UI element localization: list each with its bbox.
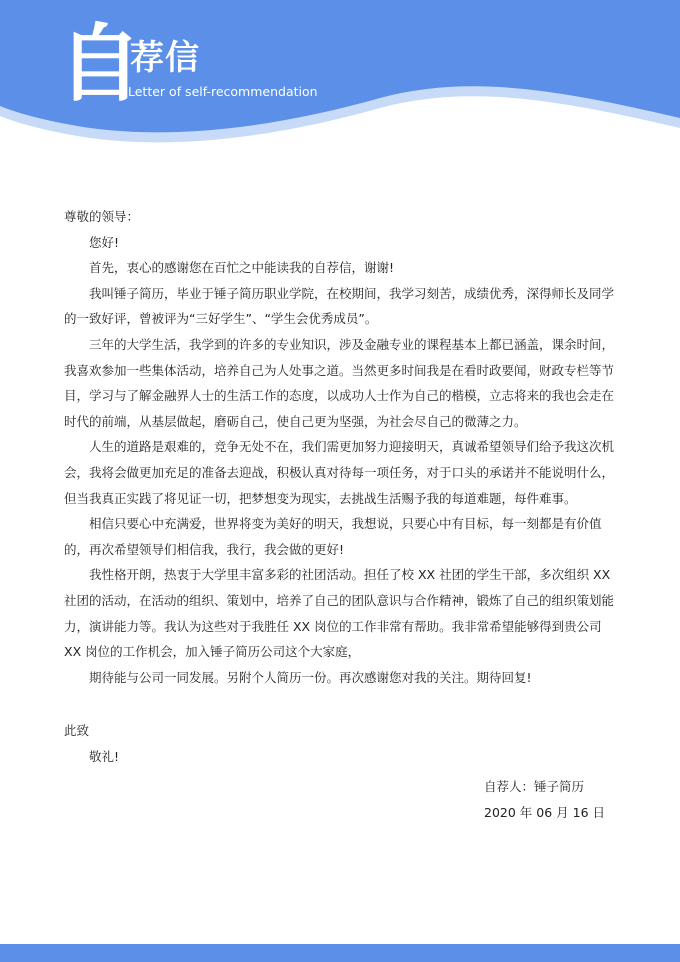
- paragraph: 我性格开朗，热衷于大学里丰富多彩的社团活动。担任了校 XX 社团的学生干部，多次组织 XX 社团的活动，在活动的组织、策划中，培养了自己的团队意识与合作精神，锻炼了自己的组织策划能力，演讲能力等。我认为这些对于我胜任 XX 岗位的工作非常有帮助。我非常希望能够得到贵公司 XX 岗位的工作机会，加入锤子简历公司这个大家庭，: [64, 567, 615, 660]
- signature-date: 2020 年 06 月 16 日: [484, 804, 605, 820]
- paragraph: 首先，衷心的感谢您在百忙之中能读我的自荐信，谢谢!: [89, 260, 395, 276]
- header-title: 荐信: [130, 38, 200, 78]
- header-banner: [0, 0, 680, 160]
- closing: 此致: [64, 723, 90, 739]
- signature-name: 自荐人：锤子简历: [484, 779, 585, 794]
- paragraph: 人生的道路是艰难的，竞争无处不在，我们需更加努力迎接明天，真诚希望领导们给予我这次机会，我将会做更加充足的准备去迎战，积极认真对待每一项任务，对于口头的承诺并不能说明什么，但当我真正实践了将见证一切，把梦想变为现实，去挑战生活赐予我的每道难题，每件难事。: [64, 439, 615, 506]
- regards: 敬礼!: [89, 748, 120, 764]
- paragraph: 期待能与公司一同发展。另附个人简历一份。再次感谢您对我的关注。期待回复!: [89, 669, 532, 685]
- signature-block: [484, 774, 605, 825]
- header-big-character: 自: [58, 14, 143, 113]
- footer-bar: [0, 944, 680, 962]
- paragraph: 三年的大学生活，我学到的许多的专业知识，涉及金融专业的课程基本上都已涵盖，课余时间，我喜欢参加一些集体活动，培养自己为人处事之道。当然更多时间我是在看时政要闻，财政专栏等节目，学习与了解金融界人士的生活工作的态度，以成功人士作为自己的楷模，立志将来的我也会走在时代的前端，从基层做起，磨砺自己，使自己更为坚强，为社会尽自己的微薄之力。: [64, 336, 615, 429]
- letter-body: [64, 204, 620, 769]
- greeting: 您好!: [89, 234, 120, 250]
- paragraph: 相信只要心中充满爱，世界将变为美好的明天，我想说，只要心中有目标，每一刻都是有价值的，再次希望领导们相信我，我行，我会做的更好!: [64, 516, 602, 557]
- paragraph: 我叫锤子简历，毕业于锤子简历职业学院，在校期间，我学习刻苦，成绩优秀，深得师长及同学的一致好评，曾被评为“三好学生”、“学生会优秀成员”。: [64, 285, 615, 327]
- header-subtitle: Letter of self-recommendation: [128, 84, 318, 99]
- salutation: 尊敬的领导：: [64, 209, 140, 224]
